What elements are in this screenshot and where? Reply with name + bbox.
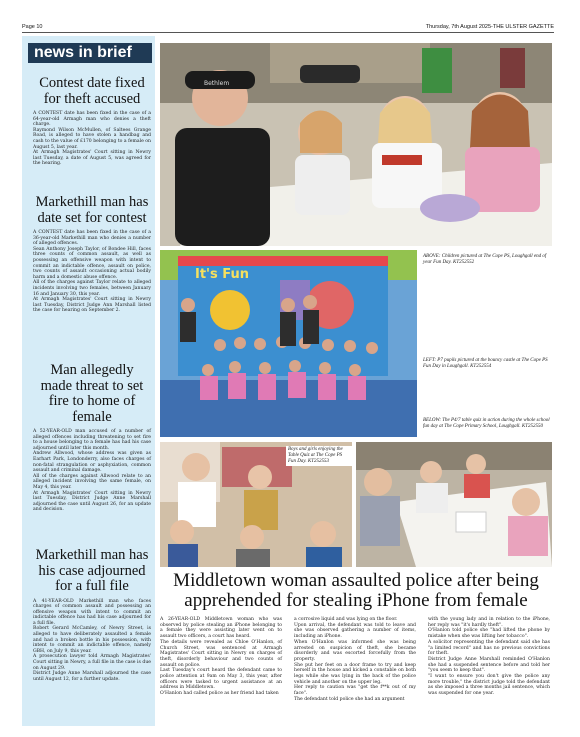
brief-headline: Markethill man has date set for contest — [35, 194, 149, 226]
brief-headline: Contest date fixed for theft accused — [39, 75, 145, 107]
brief-headline: Man allegedly made threat to set fire to home of female — [40, 362, 144, 425]
page-number: Page 10 — [22, 24, 43, 30]
caption-left: LEFT: P7 pupils pictured at the bouncy castle at The Cope PS Fun Day in Loughgall. KT252554 — [423, 358, 548, 369]
brief-body: A 41-YEAR-OLD Markethill man who faces charges of common assault and possessing an offensive weapon with intent to commit an indictable offence has had his case adjourned for a full file. Robert Gerard McCamley, of Newry Street, is alleged to have deliberately assaulted a female and had a broken bottle in his possession, with intent to commit an indictable offence, namely GBH, on July 9, this year. A prosecution lawyer told Armagh Magistrates' Court sitting in Newry, a full file in the case is due on August 29. District Judge Anne Marshall adjourned the case until August 12, for a further update. — [33, 598, 151, 682]
brief-body: A 52-YEAR-OLD man accused of a number of alleged offences including threatening to set fire to a house belonging to a female has had his case adjourned until later this month. Andrew Allwood, whose address was given as Earhart Park, Londonderry, also faces charges of non-fatal strangulation or asphyxiation, common assault and criminal damage. All of the charges against Allwood relate to an alleged incident involving the same female, on May 4, this year. At Armagh Magistrates' Court sitting in Newry last Tuesday, District Judge Anne Marshall adjourned the case until August 26, for an update and decision. — [33, 429, 151, 513]
news-in-brief-title: news in brief — [28, 43, 152, 63]
inset-caption: Boys and girls enjoying the Table Quiz at The Cope PS Fun Day. KT252553 — [288, 447, 343, 464]
photo-children-table-image — [160, 43, 552, 246]
brief-body: A CONTEST date has been fixed in the case of a 64-year-old Armagh man who denies a theft charge. Raymond Wilson McMullen, of Saltees Grange Road, is alleged to have stolen a handbag and cash to the value of £170 belonging to a female on August 5, last year. At Armagh Magistrates' Court sitting in Newry last Tuesday, a date of August 5, was agreed for the hearing. — [33, 111, 151, 167]
brief-body: A CONTEST date has been fixed in the case of a 36-year-old Markethill man who denies a number of alleged offences. Sean Anthony Joseph Taylor, of Bondee Hill, faces three counts of common assault, as well as possessing an offensive weapon with intent to commit an indictable offence, assault on police, two counts of assault occasioning actual bodily harm and a domestic abuse offence. All of the charges against Taylor relate to alleged incidents involving two females, between January 16 and January 30, this year. At Armagh Magistrates' Court sitting in Newry last Tuesday, District Judge Ann Marshall listed the case for hearing on September 2. — [33, 230, 151, 314]
photo-table-quiz-right-image — [356, 442, 552, 567]
story-column-3: with the young lady and in relation to the iPhone, her reply was "it's hardly theft". O'Hanlon told police she "had lifted the phone by mistake when she was lifting her tobacco". A solicitor representing the defendant said she has "a limited record" and has no previous convictions for theft. District Judge Anne Marshall reminded O'Hanlon she had a suspended sentence before and told her "you seem to keep that". "I want to ensure you don't give the police any more trouble," the district judge told the defendant as she imposed a three months jail sentence, which was suspended for one year. — [428, 617, 550, 697]
caption-below: BELOW: The P4/7 table quiz in action during the whole school fun day at The Cope Primary School, Loughgall. KT252550 — [423, 418, 550, 429]
caption-above: ABOVE: Children pictured at The Cope PS, Loughgall end of year Fun Day. KT252552 — [423, 254, 547, 265]
photo-children-table — [160, 43, 552, 246]
brief-item — [33, 76, 151, 167]
brief-item — [33, 195, 151, 314]
header-rule — [22, 32, 554, 33]
brief-item — [33, 363, 151, 513]
photo-bouncy-castle — [160, 250, 417, 437]
brief-headline: Markethill man has his case adjourned for a full file — [35, 547, 149, 594]
dateline: Thursday, 7th August 2025-THE ULSTER GAZETTE — [425, 24, 554, 30]
story-column-1: A 26-YEAR-OLD Middletown woman who was observed by police stealing an iPhone belonging to a female they were assisting later went on to assault two officers, a court has heard. The details were revealed as Chloe O'Hanlon, of Church Street, was sentenced at Armagh Magistrates' Court sitting in Newry on charges of theft, disorderly behaviour and two counts of assault on police. Last Tuesday's court heard the defendant came to police attention at 9am on May 3, this year, after officers were tasked to urgent assistance at an address in Middletown. O'Hanlon had called police as her friend had taken — [160, 617, 282, 697]
bouncy-castle-sign: It's Fun — [195, 267, 250, 282]
photo-bouncy-castle-image — [160, 250, 417, 437]
story-column-2: a corrosive liquid and was lying on the floor. Upon arrival, the defendant was told to leave and she was observed gathering a number of items, including an iPhone. When O'Hanlon was informed she was being arrested on suspicion of theft, she became disorderly and was escorted forcefully from the property. She put her feet on a door frame to try and keep herself in the house and kicked a constable on both legs while she was lying in the back of the police vehicle and another on the upper leg. Her reply to caution was "get the f**k out of my face". The defendant told police she had an argument — [294, 617, 416, 702]
main-headline: Middletown woman assaulted police after being apprehended for stealing iPhone from female — [173, 570, 539, 611]
brief-item — [33, 548, 151, 682]
photo-table-quiz-left — [160, 442, 352, 567]
photo-table-quiz-right — [356, 442, 552, 567]
cap-logo-text: Bethlem — [204, 80, 230, 87]
inset-caption-box — [286, 446, 352, 466]
